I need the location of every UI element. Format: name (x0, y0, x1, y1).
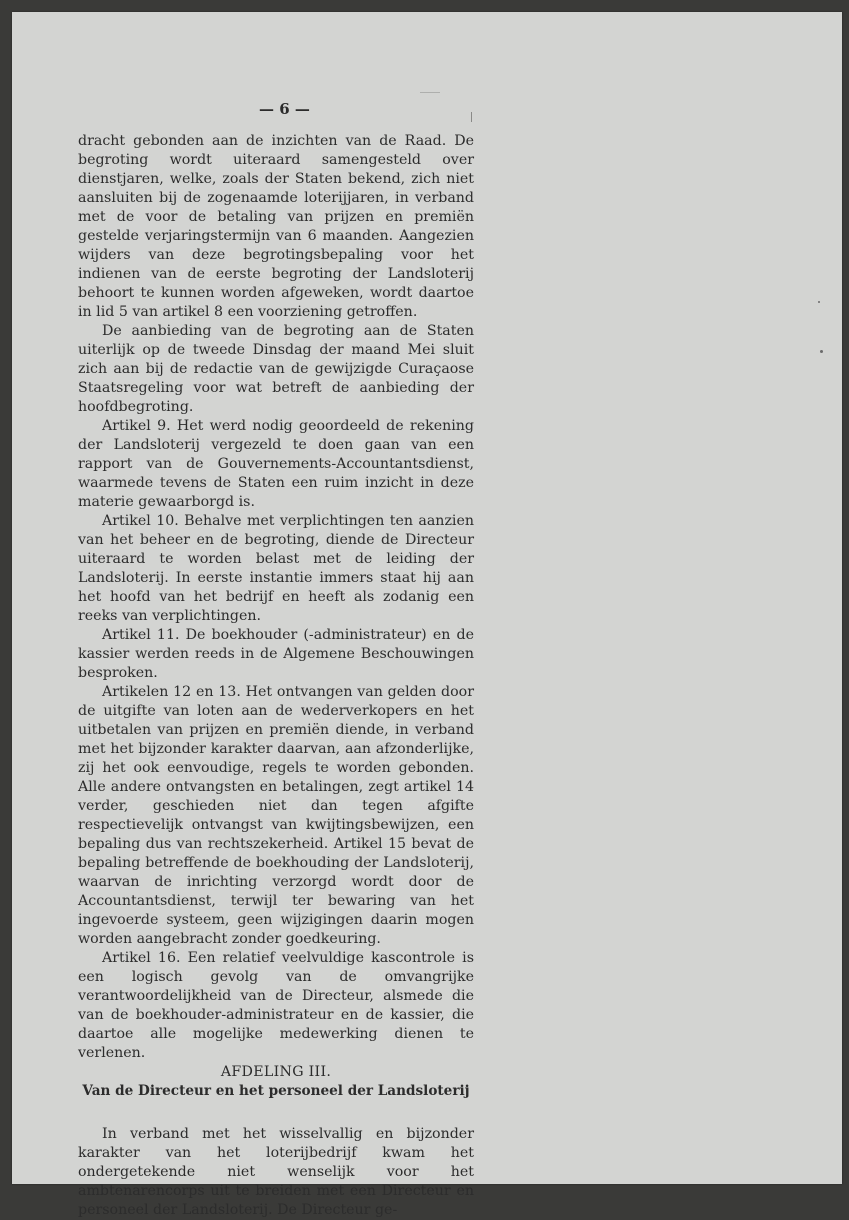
paragraph-artikel-16: Artikel 16. Een relatief veelvuldige kascontrole is een logisch gevolg van de omvangrijke verantwoordelijkheid van de Directeur, alsmede die van de boekhouder-administrateur en de kassier, die daartoe alle mogelijke medewerking dienen te verlenen. (78, 950, 474, 1061)
paragraph-continuation: dracht gebonden aan de inzichten van de Raad. De begroting wordt uiteraard samengesteld over dienstjaren, welke, zoals der Staten bekend, zich niet aansluiten bij de zogenaamde loterijjaren, in verband met de voor de betaling van prijzen en premiën gestelde verjaringstermijn van 6 maanden. Aangezien wijders van deze begrotingsbepaling voor het indienen van de eerste begroting der Landsloterij behoort te kunnen worden afgeweken, wordt daartoe in lid 5 van artikel 8 een voorziening getroffen. (78, 133, 474, 320)
paragraph-artikel-11: Artikel 11. De boekhouder (-administrateur) en de kassier werden reeds in de Algemene Beschouwingen besproken. (78, 627, 474, 681)
scan-speck (820, 350, 823, 353)
paragraph-begroting-aanbieding: De aanbieding van de begroting aan de Staten uiterlijk op de tweede Dinsdag der maand Mei sluit zich aan bij de redactie van de gewijzigde Curaçaose Staatsregeling voor wat betreft de aanbieding der hoofdbegroting. (78, 323, 474, 415)
section-heading: AFDELING III. (220, 1064, 332, 1080)
scan-speck (818, 301, 820, 303)
paragraph-directeur-personeel: In verband met het wisselvallig en bijzonder karakter van het loterijbedrijf kwam het ondergetekende niet wenselijk voor het ambtenarencorps uit te breiden met een Directeur en personeel der Landsloterij. De Directeur ge- (78, 1126, 474, 1218)
paragraph-artikelen-12-13: Artikelen 12 en 13. Het ontvangen van gelden door de uitgifte van loten aan de wederverkopers en het uitbetalen van prijzen en premiën diende, in verband met het bijzonder karakter daarvan, aan afzonderlijke, zij het ook eenvoudige, regels te worden gebonden. Alle andere ontvangsten en betalingen, zegt artikel 14 verder, geschieden niet dan tegen afgifte respectievelijk ontvangst van kwijtingsbewijzen, een bepaling dus van rechtszekerheid. Artikel 15 bevat de bepaling betreffende de boekhouding der Landsloterij, waarvan de inrichting verzorgd wordt door de Accountantsdienst, terwijl ter bewaring van het ingevoerde systeem, geen wijzigingen daarin mogen worden aangebracht zonder goedkeuring. (78, 684, 474, 947)
body-text (78, 132, 474, 1220)
paragraph-artikel-10: Artikel 10. Behalve met verplichtingen ten aanzien van het beheer en de begroting, diende de Directeur uiteraard te worden belast met de leiding der Landsloterij. In eerste instantie immers staat hij aan het hoofd van het bedrijf en heeft als zodanig een reeks van verplichtingen. (78, 513, 474, 624)
scan-mark (420, 92, 440, 93)
section-subheading: Van de Directeur en het personeel der Landsloterij (82, 1083, 470, 1099)
document-page (12, 12, 842, 1218)
section-spacer (78, 1101, 474, 1125)
scan-mark (471, 112, 472, 122)
paragraph-artikel-9: Artikel 9. Het werd nodig geoordeeld de rekening der Landsloterij vergezeld te doen gaan van een rapport van de Gouvernements-Accountantsdienst, waarmede tevens de Staten een ruim inzicht in deze materie gewaarborgd is. (78, 418, 474, 510)
page-number: — 6 — (259, 100, 310, 118)
